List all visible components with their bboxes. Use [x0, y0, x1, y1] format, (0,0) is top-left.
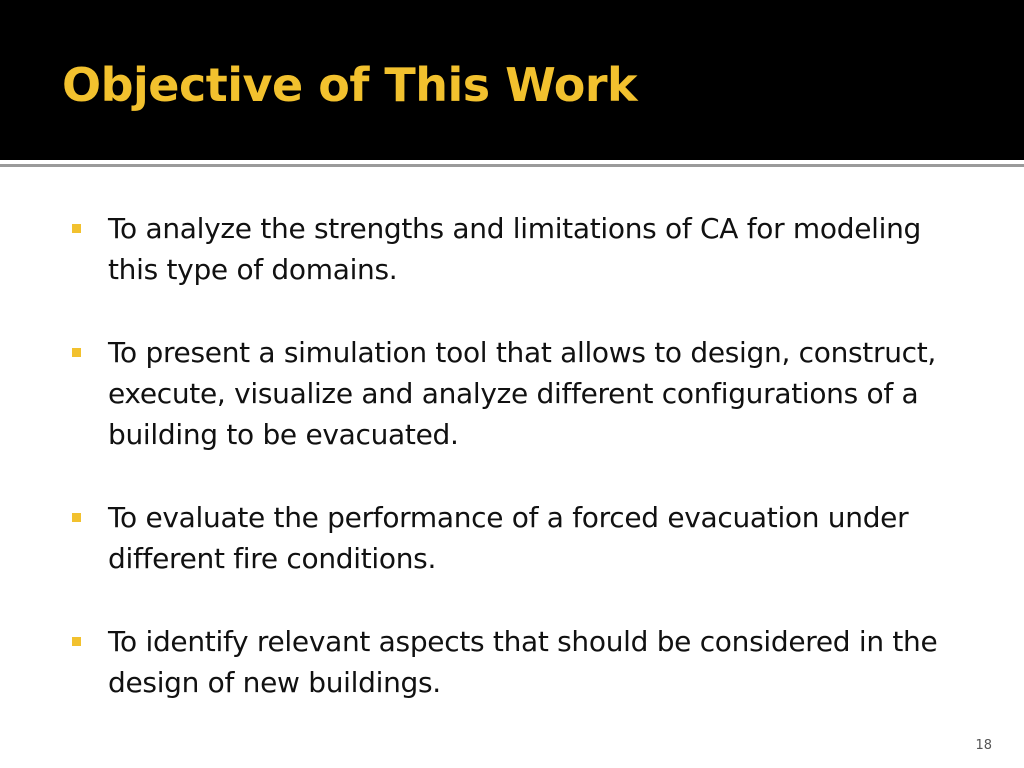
bullet-item [72, 497, 972, 579]
square-bullet-icon [72, 348, 81, 357]
bullet-item [72, 332, 972, 455]
slide-title: Objective of This Work [62, 58, 638, 112]
bullet-item [72, 208, 972, 290]
square-bullet-icon [72, 513, 81, 522]
bullet-text: To identify relevant aspects that should be considered in the design of new buildings. [108, 625, 938, 699]
bullet-text: To analyze the strengths and limitations of CA for modeling this type of domains. [108, 212, 922, 286]
bullet-item [72, 621, 972, 703]
bullet-text: To present a simulation tool that allows to design, construct, execute, visualize and analyze different configurations of a building to be evacuated. [108, 336, 937, 451]
title-bar [0, 0, 1024, 160]
square-bullet-icon [72, 224, 81, 233]
square-bullet-icon [72, 637, 81, 646]
title-divider [0, 164, 1024, 167]
page-number: 18 [975, 738, 992, 753]
bullet-list [72, 208, 972, 745]
bullet-text: To evaluate the performance of a forced evacuation under different fire conditions. [108, 501, 909, 575]
